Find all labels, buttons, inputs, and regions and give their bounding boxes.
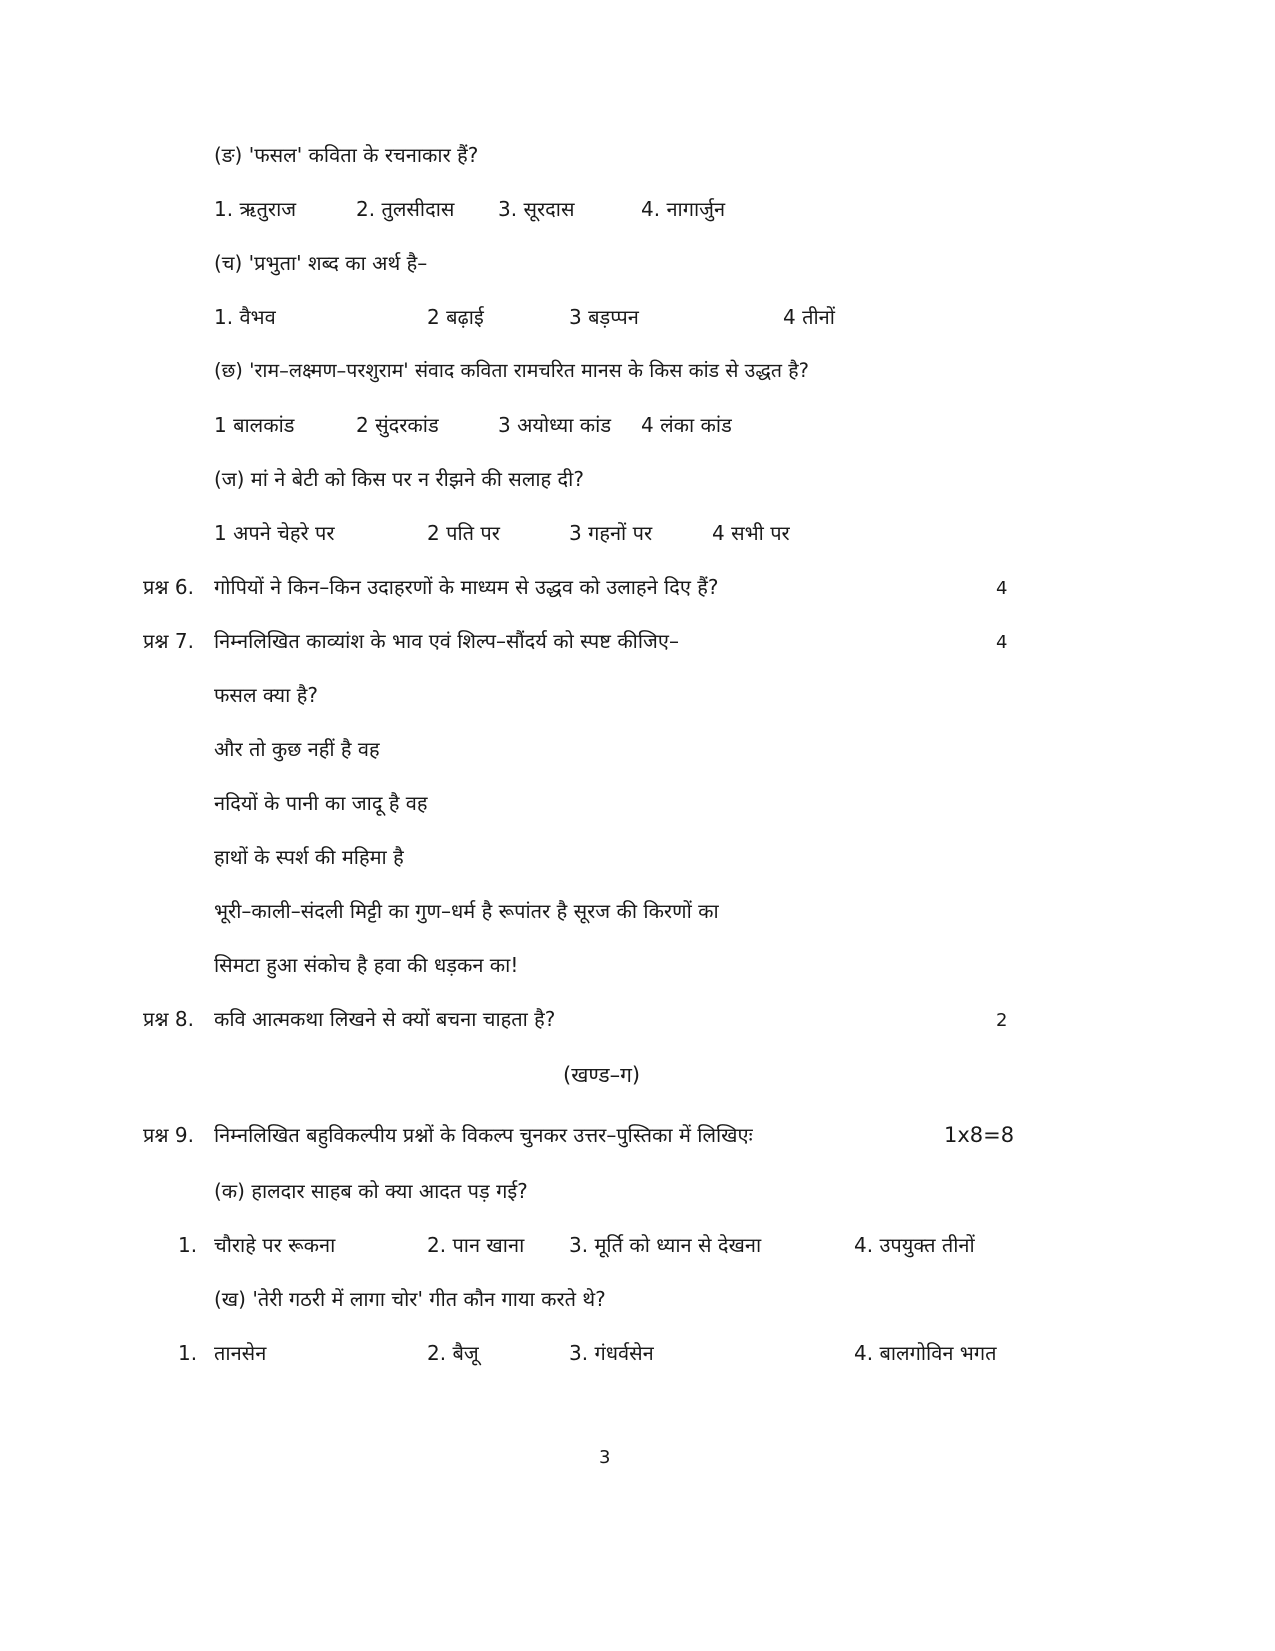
option-1: तानसेन [214,1341,267,1365]
question-9-text: निम्नलिखित बहुविकल्पीय प्रश्नों के विकल्प चुनकर उत्तर–पुस्तिका में लिखिएः [214,1123,753,1147]
option-1: 1. वैभव [214,305,276,329]
question-7-text: निम्नलिखित काव्यांश के भाव एवं शिल्प–सौंदर्य को स्पष्ट कीजिए– [214,629,679,653]
section-heading: (खण्ड–ग) [563,1063,641,1087]
option-2: 2. बैजू [427,1341,479,1365]
poem-line: हाथों के स्पर्श की महिमा है [214,845,404,869]
option-2: 2. तुलसीदास [356,197,455,221]
option-4: 4 सभी पर [712,521,790,545]
question-9-marks: 1x8=8 [944,1123,1015,1147]
option-4: 4 तीनों [783,305,835,329]
option-1: 1 अपने चेहरे पर [214,521,335,545]
option-2: 2 सुंदरकांड [356,413,439,437]
question-5-j: (ज) मां ने बेटी को किस पर न रीझने की सलाह दी? [214,467,584,491]
option-1: चौराहे पर रूकना [214,1233,336,1257]
poem-line: और तो कुछ नहीं है वह [214,737,380,761]
option-1: 1. ऋतुराज [214,197,297,221]
question-8-marks: 2 [996,1010,1008,1031]
option-4: 4 लंका कांड [641,413,732,437]
option-1: 1 बालकांड [214,413,295,437]
option-number: 1. [178,1233,198,1257]
option-3: 3 गहनों पर [569,521,653,545]
poem-line: नदियों के पानी का जादू है वह [214,791,428,815]
poem-line: फसल क्या है? [214,683,318,707]
poem-line: सिमटा हुआ संकोच है हवा की धड़कन का! [214,953,519,977]
question-9-kh: (ख) 'तेरी गठरी में लागा चोर' गीत कौन गाया करते थे? [214,1287,606,1311]
question-7-label: प्रश्न 7. [143,629,194,653]
question-6-label: प्रश्न 6. [143,575,194,599]
option-2: 2. पान खाना [427,1233,525,1257]
option-4: 4. बालगोविन भगत [854,1341,997,1365]
option-4: 4. उपयुक्त तीनों [854,1233,975,1257]
question-8-label: प्रश्न 8. [143,1007,194,1031]
question-6-text: गोपियों ने किन–किन उदाहरणों के माध्यम से उद्धव को उलाहने दिए हैं? [214,575,719,599]
option-3: 3. गंधर्वसेन [569,1341,654,1365]
question-5-ch: (च) 'प्रभुता' शब्द का अर्थ है– [214,251,428,275]
option-2: 2 बढ़ाई [427,305,484,329]
question-7-marks: 4 [996,632,1008,653]
option-2: 2 पति पर [427,521,500,545]
question-9-k: (क) हालदार साहब को क्या आदत पड़ गई? [214,1179,528,1203]
option-3: 3. मूर्ति को ध्यान से देखना [569,1233,762,1257]
option-number: 1. [178,1341,198,1365]
question-6-marks: 4 [996,578,1008,599]
question-5-e: (ङ) 'फसल' कविता के रचनाकार हैं? [214,143,479,167]
question-8-text: कवि आत्मकथा लिखने से क्यों बचना चाहता है? [214,1007,556,1031]
option-3: 3 अयोध्या कांड [498,413,612,437]
page-number: 3 [599,1447,611,1468]
option-3: 3 बड़प्पन [569,305,639,329]
question-5-chh: (छ) 'राम–लक्ष्मण–परशुराम' संवाद कविता रामचरित मानस के किस कांड से उद्धत है? [214,359,809,382]
option-4: 4. नागार्जुन [641,197,726,221]
option-3: 3. सूरदास [498,197,575,221]
poem-line: भूरी–काली–संदली मिट्टी का गुण–धर्म है रूपांतर है सूरज की किरणों का [214,899,719,923]
question-9-label: प्रश्न 9. [143,1123,194,1147]
